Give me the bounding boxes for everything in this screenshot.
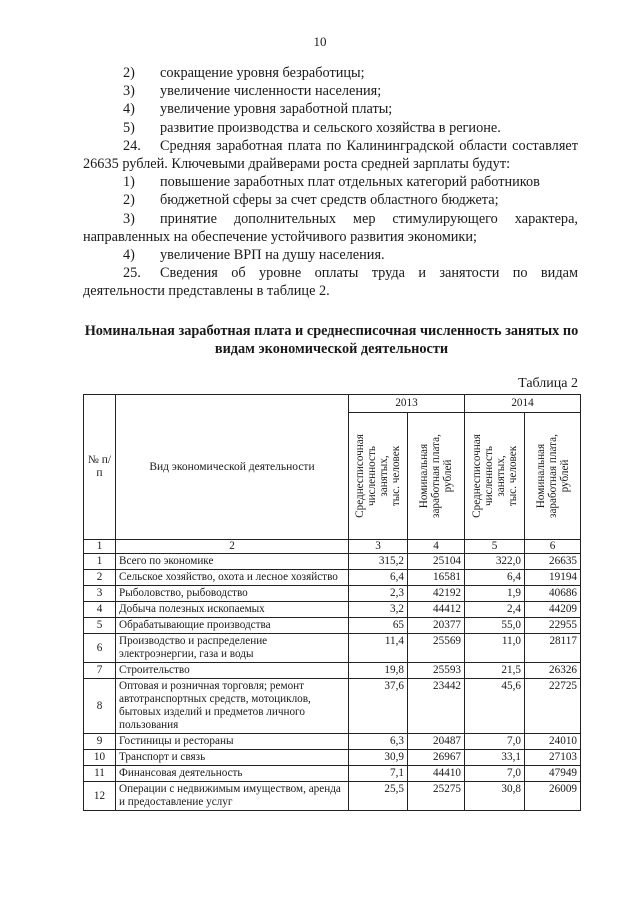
paragraph-number: 25.: [123, 265, 141, 282]
activity-cell: Рыболовство, рыбоводство: [116, 586, 349, 602]
table-row: [84, 750, 581, 766]
column-header-employees-2014: Среднесписочная численность занятых, тыс. человек: [465, 413, 525, 540]
activity-cell: Оптовая и розничная торговля; ремонт автотранспортных средств, мотоциклов, бытовых изделий и предметов личного пользования: [116, 679, 349, 734]
employees-2014-cell: 7,0: [465, 766, 525, 782]
employees-2013-cell: 315,2: [349, 554, 408, 570]
table-caption: Таблица 2: [518, 376, 578, 391]
table-row: [84, 634, 581, 663]
wage-2013-cell: 44410: [408, 766, 465, 782]
index-cell: 4: [408, 540, 465, 554]
intro-list-item: [83, 100, 578, 118]
list-number: 3): [123, 83, 135, 100]
column-header-wage-2013: Номинальная заработная плата, рублей: [408, 413, 465, 540]
paragraph-24: [83, 137, 578, 173]
index-cell: 1: [84, 540, 116, 554]
driver-list-item: [83, 173, 578, 191]
employees-2013-cell: 37,6: [349, 679, 408, 734]
driver-list-item: [83, 246, 578, 264]
wage-2014-cell: 40686: [525, 586, 581, 602]
wage-2014-cell: 44209: [525, 602, 581, 618]
table-row: [84, 586, 581, 602]
row-number-cell: 3: [84, 586, 116, 602]
wage-2013-cell: 20487: [408, 734, 465, 750]
activity-cell: Финансовая деятельность: [116, 766, 349, 782]
page-number: 10: [313, 34, 327, 49]
employees-2014-cell: 6,4: [465, 570, 525, 586]
wage-2014-cell: 28117: [525, 634, 581, 663]
wage-2014-cell: 26009: [525, 782, 581, 811]
employees-2013-cell: 7,1: [349, 766, 408, 782]
column-header-number: № п/п: [84, 395, 116, 540]
activity-cell: Сельское хозяйство, охота и лесное хозяйство: [116, 570, 349, 586]
employees-2014-cell: 45,6: [465, 679, 525, 734]
driver-list-item: [83, 210, 578, 246]
employees-2014-cell: 33,1: [465, 750, 525, 766]
employees-2013-cell: 2,3: [349, 586, 408, 602]
employees-2014-cell: 7,0: [465, 734, 525, 750]
table-row: [84, 554, 581, 570]
activity-cell: Операции с недвижимым имуществом, аренда и предоставление услуг: [116, 782, 349, 811]
employees-2014-cell: 2,4: [465, 602, 525, 618]
index-cell: 5: [465, 540, 525, 554]
employees-2013-cell: 30,9: [349, 750, 408, 766]
list-number: 4): [123, 247, 135, 264]
employees-2014-cell: 322,0: [465, 554, 525, 570]
wages-table: [83, 394, 581, 811]
table-heading: Номинальная заработная плата и среднесписочная численность занятых по видам экономической деятельности: [84, 323, 579, 357]
index-cell: 3: [349, 540, 408, 554]
employees-2013-cell: 25,5: [349, 782, 408, 811]
employees-2013-cell: 6,4: [349, 570, 408, 586]
activity-cell: Гостиницы и рестораны: [116, 734, 349, 750]
row-number-cell: 6: [84, 634, 116, 663]
wage-2013-cell: 23442: [408, 679, 465, 734]
wage-2013-cell: 25593: [408, 663, 465, 679]
employees-2014-cell: 30,8: [465, 782, 525, 811]
list-text: повышение заработных плат отдельных категорий работников: [160, 174, 540, 191]
row-number-cell: 11: [84, 766, 116, 782]
column-header-wage-2014: Номинальная заработная плата, рублей: [525, 413, 581, 540]
table-row: [84, 782, 581, 811]
list-text: увеличение численности населения;: [160, 83, 382, 100]
table-row: [84, 679, 581, 734]
column-header-employees-2013: Среднесписочная численность занятых, тыс. человек: [349, 413, 408, 540]
wage-2014-cell: 22955: [525, 618, 581, 634]
wage-2014-cell: 22725: [525, 679, 581, 734]
activity-cell: Всего по экономике: [116, 554, 349, 570]
wage-2014-cell: 19194: [525, 570, 581, 586]
employees-2013-cell: 65: [349, 618, 408, 634]
table-row: [84, 570, 581, 586]
employees-2014-cell: 11,0: [465, 634, 525, 663]
wage-2013-cell: 25275: [408, 782, 465, 811]
driver-list-item: [83, 191, 578, 209]
list-text: развитие производства и сельского хозяйства в регионе.: [160, 119, 501, 136]
activity-cell: Обрабатывающие производства: [116, 618, 349, 634]
paragraph-text: Сведения об уровне оплаты труда и занятости по видам деятельности представлены в таблице 2.: [83, 265, 578, 300]
column-header-year-2013: 2013: [349, 395, 465, 413]
row-number-cell: 1: [84, 554, 116, 570]
list-number: 1): [123, 174, 135, 191]
table-row: [84, 663, 581, 679]
activity-cell: Производство и распределение электроэнергии, газа и воды: [116, 634, 349, 663]
employees-2014-cell: 1,9: [465, 586, 525, 602]
list-number: 2): [123, 192, 135, 209]
paragraph-text: Средняя заработная плата по Калининградской области составляет 26635 рублей. Ключевыми драйверами роста средней зарплаты будут:: [83, 137, 578, 173]
column-header-activity: Вид экономической деятельности: [116, 395, 349, 540]
employees-2014-cell: 21,5: [465, 663, 525, 679]
wage-2014-cell: 24010: [525, 734, 581, 750]
employees-2014-cell: 55,0: [465, 618, 525, 634]
column-index-row: [84, 540, 581, 554]
wage-2014-cell: 26326: [525, 663, 581, 679]
row-number-cell: 8: [84, 679, 116, 734]
employees-2013-cell: 6,3: [349, 734, 408, 750]
employees-2013-cell: 3,2: [349, 602, 408, 618]
row-number-cell: 5: [84, 618, 116, 634]
list-number: 5): [123, 119, 135, 136]
table-row: [84, 766, 581, 782]
wage-2013-cell: 26967: [408, 750, 465, 766]
list-text: увеличение уровня заработной платы;: [160, 101, 393, 118]
wage-2013-cell: 44412: [408, 602, 465, 618]
list-number: 3): [123, 210, 135, 227]
wage-2013-cell: 42192: [408, 586, 465, 602]
row-number-cell: 9: [84, 734, 116, 750]
wage-2014-cell: 26635: [525, 554, 581, 570]
row-number-cell: 4: [84, 602, 116, 618]
list-number: 4): [123, 101, 135, 118]
activity-cell: Строительство: [116, 663, 349, 679]
intro-list-item: [83, 82, 578, 100]
wage-2013-cell: 25569: [408, 634, 465, 663]
activity-cell: Добыча полезных ископаемых: [116, 602, 349, 618]
index-cell: 2: [116, 540, 349, 554]
row-number-cell: 2: [84, 570, 116, 586]
employees-2013-cell: 19,8: [349, 663, 408, 679]
wage-2013-cell: 20377: [408, 618, 465, 634]
paragraph-number: 24.: [123, 137, 141, 154]
intro-list-item: [83, 64, 578, 82]
wage-2013-cell: 25104: [408, 554, 465, 570]
list-number: 2): [123, 65, 135, 81]
row-number-cell: 10: [84, 750, 116, 766]
wage-2014-cell: 27103: [525, 750, 581, 766]
column-header-year-2014: 2014: [465, 395, 581, 413]
employees-2013-cell: 11,4: [349, 634, 408, 663]
paragraph-25: [83, 264, 578, 300]
row-number-cell: 7: [84, 663, 116, 679]
intro-list-item: [83, 119, 578, 137]
activity-cell: Транспорт и связь: [116, 750, 349, 766]
body-text: [83, 64, 578, 301]
list-text: сокращение уровня безработицы;: [160, 65, 365, 81]
list-text: бюджетной сферы за счет средств областного бюджета;: [160, 192, 499, 209]
table-row: [84, 618, 581, 634]
wage-2013-cell: 16581: [408, 570, 465, 586]
list-text: увеличение ВРП на душу населения.: [160, 247, 385, 264]
list-text: принятие дополнительных мер стимулирующего характера, направленных на обеспечение устойчивого развития экономики;: [83, 210, 578, 245]
row-number-cell: 12: [84, 782, 116, 811]
table-row: [84, 734, 581, 750]
table-row: [84, 602, 581, 618]
wage-2014-cell: 47949: [525, 766, 581, 782]
index-cell: 6: [525, 540, 581, 554]
